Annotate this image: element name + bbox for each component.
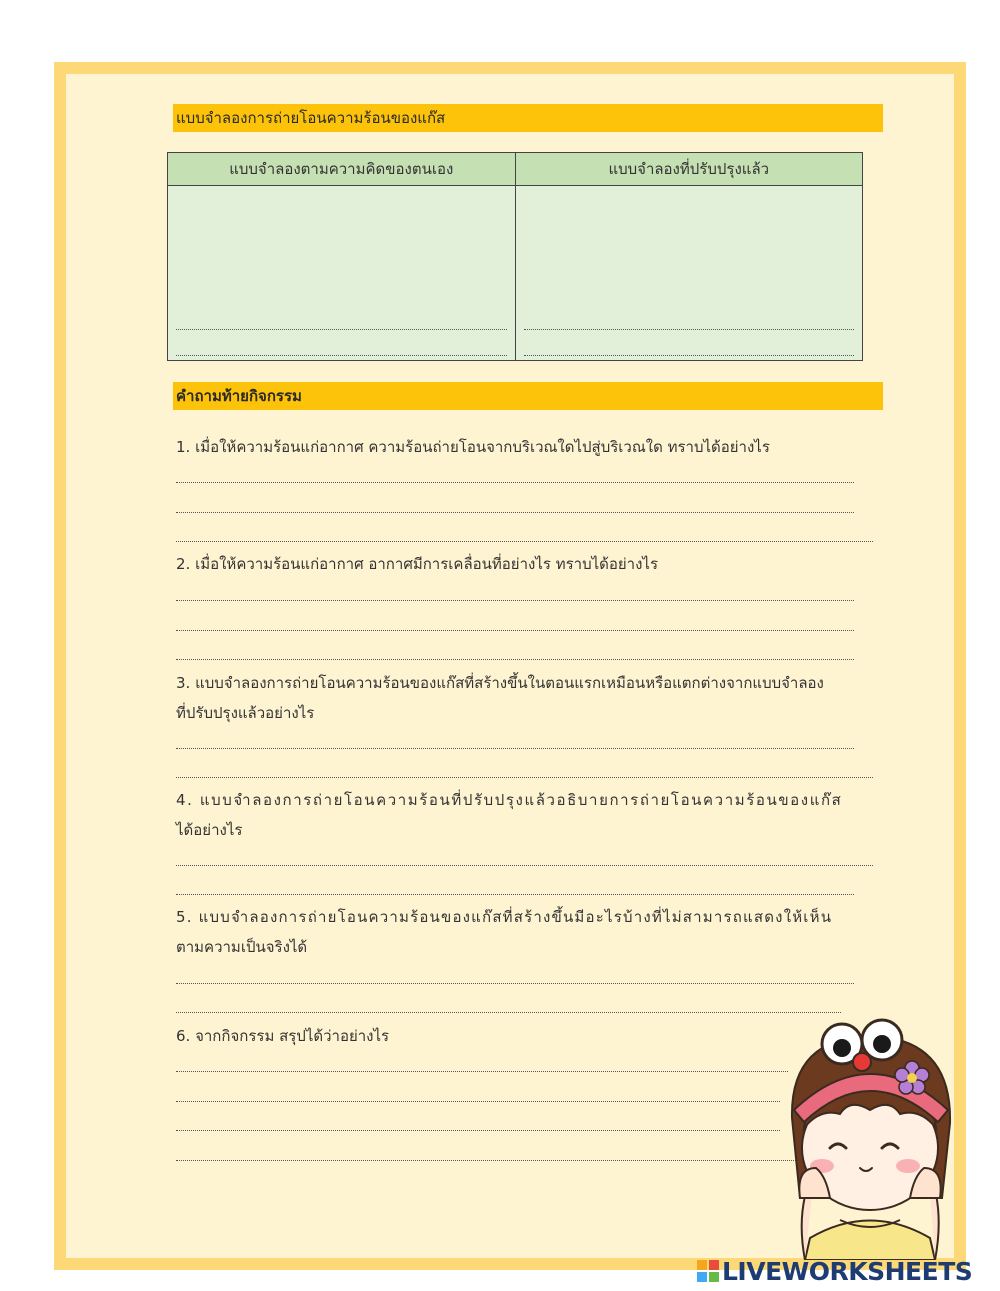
model-improved-cell[interactable] <box>515 186 863 361</box>
question-5-line-1: 5. แบบจำลองการถ่ายโอนความร้อนของแก๊สที่สร้างขึ้นมีอะไรบ้างที่ไม่สามารถแสดงให้เห็น <box>176 908 833 926</box>
section-title-questions: คำถามท้ายกิจกรรม <box>173 382 883 410</box>
model-own-cell[interactable] <box>168 186 516 361</box>
liveworksheets-logo <box>697 1256 972 1286</box>
answer-line[interactable] <box>176 482 854 483</box>
answer-line[interactable] <box>176 865 873 866</box>
question-4 <box>176 785 882 845</box>
logo-text: LIVEWORKSHEETS <box>722 1256 973 1286</box>
model-table <box>167 152 863 361</box>
model-table-header-own: แบบจำลองตามความคิดของตนเอง <box>168 153 516 186</box>
answer-line[interactable] <box>176 1160 800 1161</box>
question-4-line-2: ได้อย่างไร <box>176 821 243 839</box>
question-1: 1. เมื่อให้ความร้อนแก่อากาศ ความร้อนถ่ายโอนจากบริเวณใดไปสู่บริเวณใด ทราบได้อย่างไร <box>176 438 770 456</box>
answer-line[interactable] <box>176 983 854 984</box>
answer-line[interactable] <box>176 630 854 631</box>
answer-line[interactable] <box>176 1101 780 1102</box>
logo-blocks-icon <box>697 1260 719 1282</box>
answer-line[interactable] <box>176 894 854 895</box>
answer-line[interactable] <box>176 1130 780 1131</box>
answer-line[interactable] <box>176 1012 841 1013</box>
question-3-line-2: ที่ปรับปรุงแล้วอย่างไร <box>176 704 315 722</box>
answer-line[interactable] <box>176 659 854 660</box>
question-4-line-1: 4. แบบจำลองการถ่ายโอนความร้อนที่ปรับปรุงแล้วอธิบายการถ่ายโอนความร้อนของแก๊ส <box>176 791 843 809</box>
question-3 <box>176 668 882 728</box>
answer-line[interactable] <box>176 748 854 749</box>
model-table-header-improved: แบบจำลองที่ปรับปรุงแล้ว <box>515 153 863 186</box>
question-3-line-1: 3. แบบจำลองการถ่ายโอนความร้อนของแก๊สที่สร้างขึ้นในตอนแรกเหมือนหรือแตกต่างจากแบบจำลอง <box>176 674 824 692</box>
question-6: 6. จากกิจกรรม สรุปได้ว่าอย่างไร <box>176 1027 390 1045</box>
answer-line[interactable] <box>176 330 507 356</box>
question-5 <box>176 902 882 962</box>
answer-line[interactable] <box>176 777 873 778</box>
answer-line[interactable] <box>176 600 854 601</box>
answer-line[interactable] <box>176 1071 788 1072</box>
answer-line[interactable] <box>524 330 855 356</box>
answer-line[interactable] <box>176 541 873 542</box>
answer-line[interactable] <box>524 304 855 330</box>
answer-line[interactable] <box>176 304 507 330</box>
section-title-model: แบบจำลองการถ่ายโอนความร้อนของแก๊ส <box>173 104 883 132</box>
question-5-line-2: ตามความเป็นจริงได้ <box>176 938 308 956</box>
answer-line[interactable] <box>176 512 854 513</box>
question-2: 2. เมื่อให้ความร้อนแก่อากาศ อากาศมีการเคลื่อนที่อย่างไร ทราบได้อย่างไร <box>176 555 659 573</box>
cartoon-girl-illustration <box>770 998 970 1260</box>
